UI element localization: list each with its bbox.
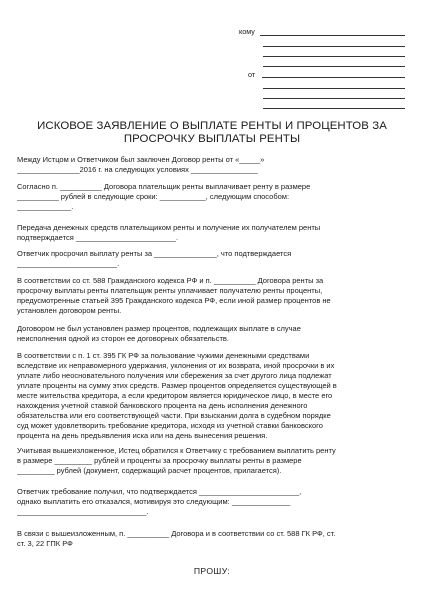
paragraph-line: месте жительства кредитора, а если кредитором является юридическое лицо, в месте его <box>17 391 333 400</box>
paragraph-payment-terms <box>17 182 409 212</box>
request-heading: ПРОШУ: <box>193 566 231 576</box>
paragraph-line: подтверждается ________________________. <box>17 233 179 242</box>
paragraph-line: уплате проценты на сумму этих средств. Размер процентов определяется существующей в <box>17 381 337 390</box>
paragraph-delay <box>17 249 409 269</box>
paragraph-line: суд может удовлетворить требование кредитора, исходя из учетной ставки банковского <box>17 421 323 430</box>
to-line-1 <box>260 35 405 36</box>
paragraph-refusal <box>17 487 409 517</box>
paragraph-line: В соответствии со ст. 588 Гражданского кодекса РФ и п. __________ Договора ренты за <box>17 276 324 285</box>
paragraph-line: Передача денежных средств плательщиком ренты и получение их получателем ренты <box>17 223 321 232</box>
paragraph-demand <box>17 446 409 476</box>
paragraph-legal-basis <box>17 276 409 316</box>
paragraph-line: __________ рублей в следующие сроки: ___________, следующим способом: <box>17 192 290 201</box>
title-line-1: ИСКОВОЕ ЗАЯВЛЕНИЕ О ВЫПЛАТЕ РЕНТЫ И ПРОЦЕНТОВ ЗА <box>37 120 387 132</box>
paragraph-line: _________ рублей (документ, содержащий расчет процентов, прилагается). <box>17 466 282 475</box>
paragraph-line: процента на день предъявления иска или на день вынесения решения. <box>17 431 268 440</box>
paragraph-line: Ответчик требование получил, что подтверждается ________________________, <box>17 487 302 496</box>
paragraph-line: предусмотренные статьей 395 Гражданского кодекса РФ, если иной размер процентов не <box>17 296 331 305</box>
paragraph-line: обязательства или его соответствующей части. При взыскании долга в судебном порядке <box>17 411 331 420</box>
paragraph-line: однако выплатить его отказался, мотивируя это следующим: ______________ <box>17 497 291 506</box>
from-line-2 <box>263 88 405 89</box>
paragraph-line: уплате либо неосновательного получения или сбережения за счет другого лица подлежат <box>17 371 332 380</box>
paragraph-line: _____________. <box>17 202 74 211</box>
paragraph-line: в размере _________ рублей и проценты за просрочку выплаты ренты в размере <box>17 456 302 465</box>
paragraph-line: Между Истцом и Ответчиком был заключен Договор ренты от «_____» <box>17 155 265 164</box>
paragraph-line: нахождения учетной ставкой банковского процента на день исполнения денежного <box>17 401 308 410</box>
paragraph-line: Учитывая вышеизложенное, Истец обратился к Ответчику с требованием выплатить ренту <box>17 446 336 455</box>
paragraph-line: установлен договором ренты. <box>17 306 122 315</box>
paragraph-line: _______________2016 г. на следующих условиях ________________ <box>17 165 258 174</box>
paragraph-article-395 <box>17 351 409 441</box>
paragraph-line: ст. 3, 22 ГПК РФ <box>17 539 73 548</box>
paragraph-line: вследствие их неправомерного удержания, уклонения от их возврата, иной просрочки в их <box>17 361 335 370</box>
paragraph-grounds <box>17 529 409 549</box>
paragraph-line: неисполнения одной из сторон ее договорных обязательств. <box>17 334 229 343</box>
paragraph-transfer-confirmation <box>17 223 409 243</box>
from-line-1 <box>262 77 405 78</box>
paragraph-line: Согласно п. __________ Договора плательщик ренты выплачивает ренту в размере <box>17 182 311 191</box>
to-label: кому <box>239 27 255 36</box>
paragraph-line: _______________________________. <box>17 507 149 516</box>
paragraph-line: В соответствии с п. 1 ст. 395 ГК РФ за пользование чужими денежными средствами <box>17 351 310 360</box>
paragraph-line: просрочку выплаты ренты плательщик ренты уплачивает получателю ренты проценты, <box>17 286 323 295</box>
to-line-4 <box>263 66 405 67</box>
paragraph-no-rate <box>17 324 409 344</box>
to-line-2 <box>263 46 405 47</box>
paragraph-contract <box>17 155 409 175</box>
paragraph-line: Ответчик просрочил выплату ренты за _______________, что подтверждается <box>17 249 292 258</box>
to-line-3 <box>263 56 405 57</box>
paragraph-line: Договором не был установлен размер процентов, подлежащих выплате в случае <box>17 324 301 333</box>
paragraph-line: В связи с вышеизложенным, п. __________ Договора и в соответствии со ст. 588 ГК РФ, ст. <box>17 529 336 538</box>
title-line-2: ПРОСРОЧКУ ВЫПЛАТЫ РЕНТЫ <box>123 132 301 145</box>
document-title <box>30 120 394 145</box>
from-label: от <box>248 70 256 79</box>
from-line-3 <box>263 98 405 99</box>
paragraph-line: ________________________. <box>17 259 120 268</box>
from-line-4 <box>263 108 405 109</box>
